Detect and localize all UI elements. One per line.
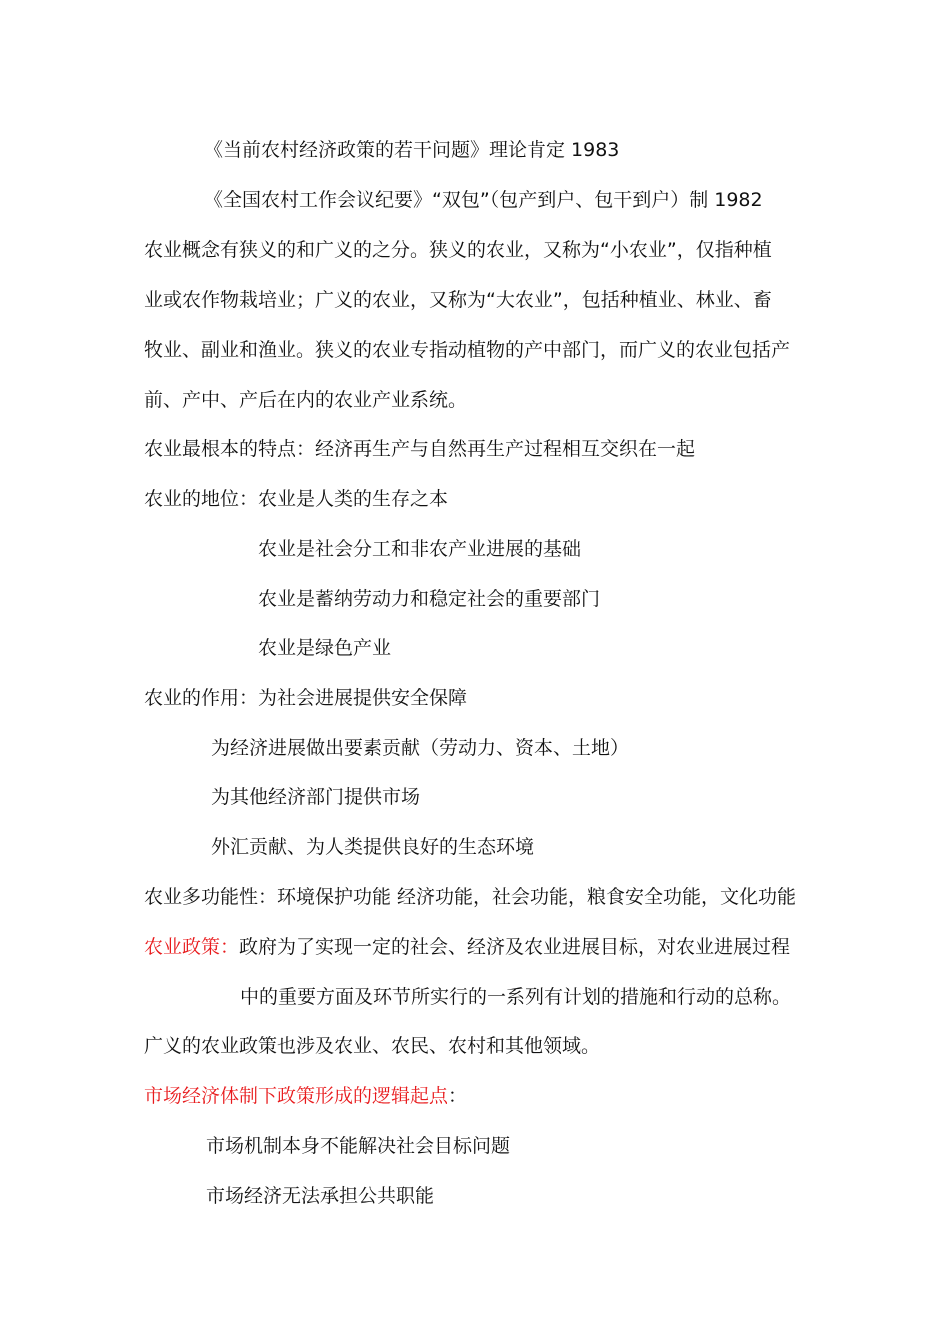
text-line: 农业是社会分工和非农产业进展的基础 <box>258 538 582 560</box>
text-line: 农业是蓄纳劳动力和稳定社会的重要部门 <box>258 588 601 610</box>
text-line: 业或农作物栽培业；广义的农业，又称为“大农业”，包括种植业、林业、畜 <box>144 289 772 311</box>
highlight-term: 农业政策： <box>144 936 240 958</box>
text-line: 为经济进展做出要素贡献（劳动力、资本、土地） <box>211 737 630 759</box>
text-line: 中的重要方面及环节所实行的一系列有计划的措施和行动的总称。 <box>240 986 792 1008</box>
text-line: 广义的农业政策也涉及农业、农民、农村和其他领域。 <box>144 1035 601 1057</box>
text-line: 农业的地位：农业是人类的生存之本 <box>144 488 449 510</box>
text-line: 牧业、副业和渔业。狭义的农业专指动植物的产中部门，而广义的农业包括产 <box>144 339 791 361</box>
heading-colon: ： <box>448 1085 468 1107</box>
text-line: 农业的作用：为社会进展提供安全保障 <box>144 687 468 709</box>
text-line <box>144 1084 467 1108</box>
text-line: 前、产中、产后在内的农业产业系统。 <box>144 389 468 411</box>
text-line: 外汇贡献、为人类提供良好的生态环境 <box>211 836 535 858</box>
text-line: 农业最根本的特点：经济再生产与自然再生产过程相互交织在一起 <box>144 438 696 460</box>
text-line <box>144 935 790 959</box>
text-line: 市场机制本身不能解决社会目标问题 <box>206 1135 511 1157</box>
text-line: 市场经济无法承担公共职能 <box>206 1185 435 1207</box>
definition-text: 政府为了实现一定的社会、经济及农业进展目标，对农业进展过程 <box>239 936 791 958</box>
highlight-heading: 市场经济体制下政策形成的逻辑起点 <box>144 1085 449 1107</box>
text-line: 《全国农村工作会议纪要》“双包”（包产到户、包干到户）制 1982 <box>204 189 763 211</box>
text-line: 农业多功能性：环境保护功能 经济功能，社会功能，粮食安全功能，文化功能 <box>144 886 797 908</box>
text-line: 《当前农村经济政策的若干问题》理论肯定 1983 <box>204 139 620 161</box>
text-line: 为其他经济部门提供市场 <box>211 786 421 808</box>
text-line: 农业是绿色产业 <box>258 637 392 659</box>
text-line: 农业概念有狭义的和广义的之分。狭义的农业，又称为“小农业”，仅指种植 <box>144 239 772 261</box>
